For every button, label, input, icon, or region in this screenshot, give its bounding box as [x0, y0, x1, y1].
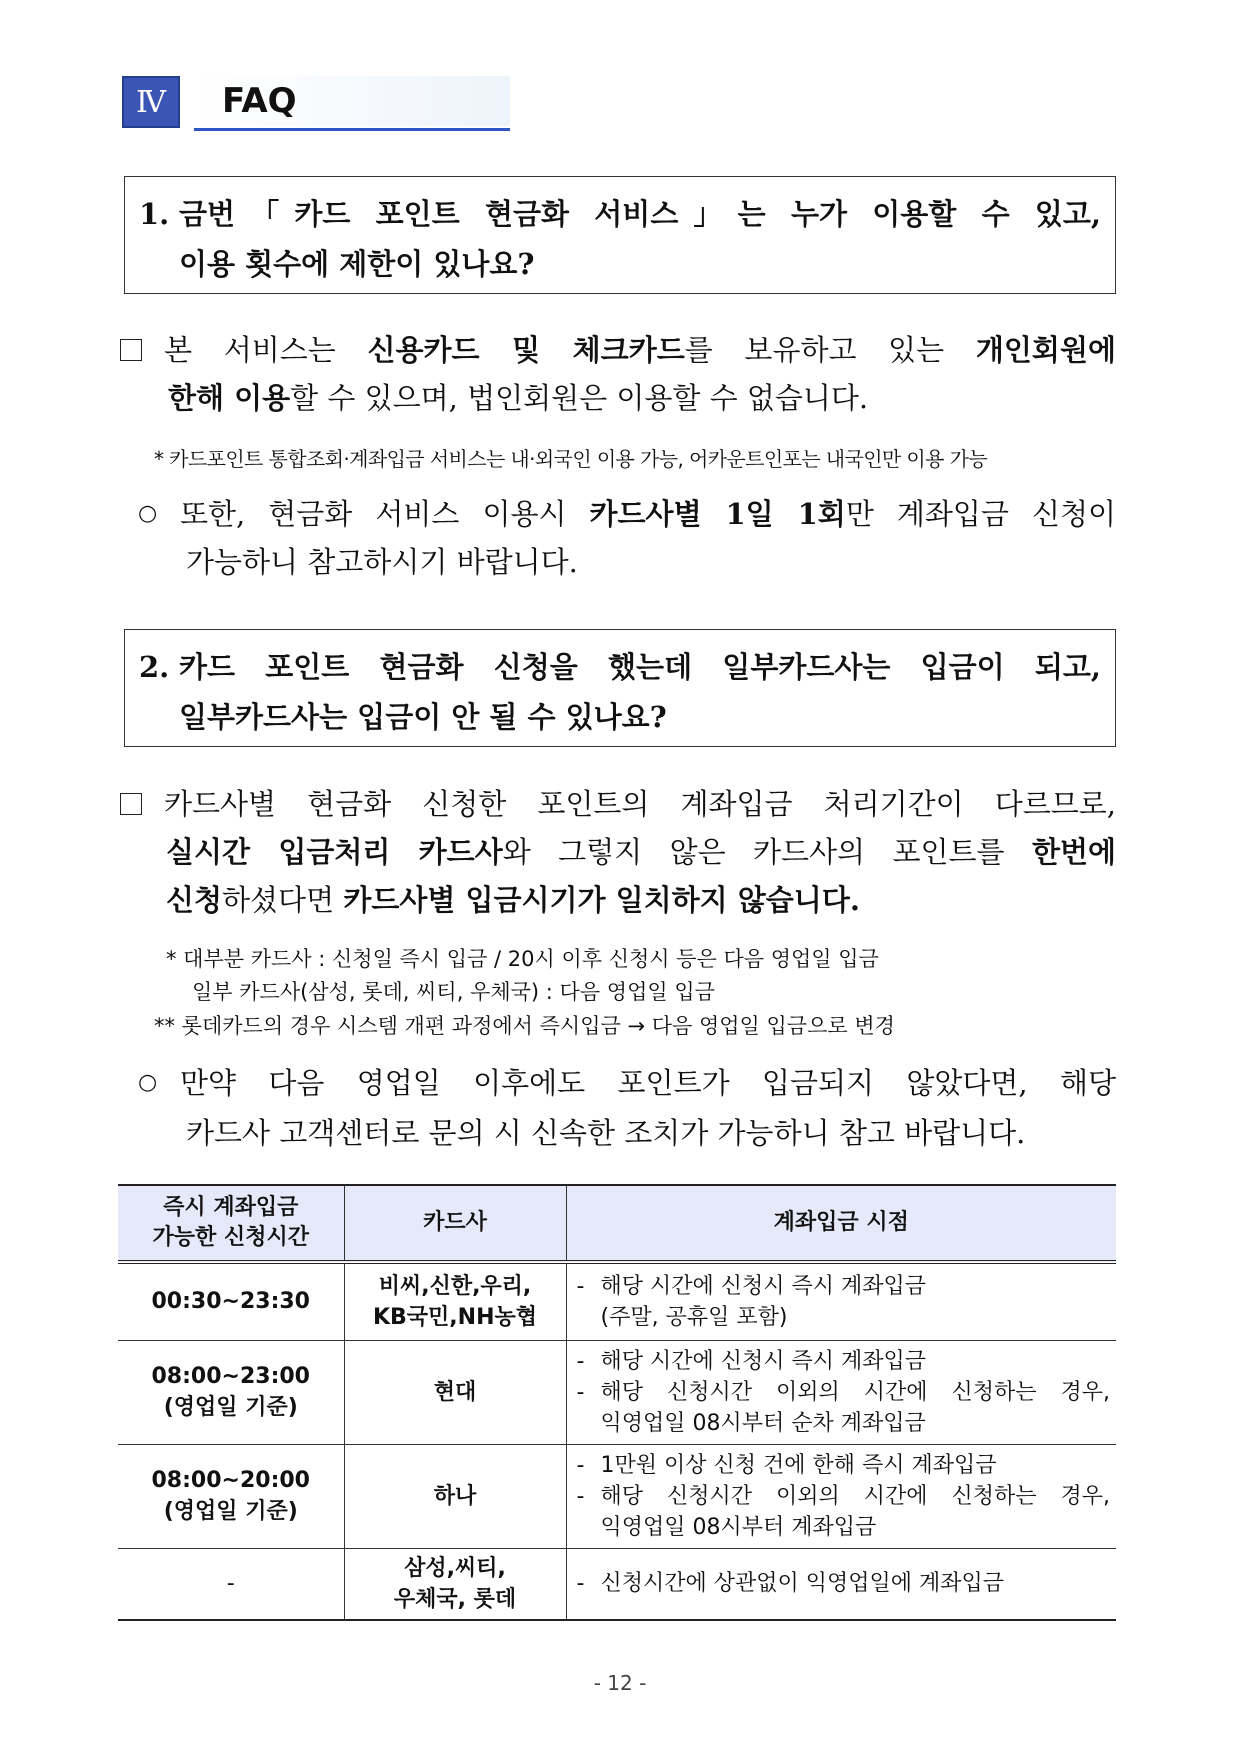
answer-line: 실시간 입금처리 카드사와 그렇지 않은 카드사의 포인트를 한번에	[166, 835, 1116, 869]
section-number: Ⅳ	[122, 76, 180, 128]
answer-line: 카드사 고객센터로 문의 시 신속한 조치가 가능하니 참고 바랍니다.	[186, 1116, 1026, 1150]
question-number: 2.	[139, 650, 170, 684]
answer-1-subparagraph	[138, 490, 1116, 586]
desc-cell: - 해당 시간에 신청시 즉시 계좌입금 (주말, 공휴일 포함)	[566, 1262, 1116, 1340]
card-cell: 하나	[344, 1444, 566, 1548]
section-header	[122, 76, 512, 132]
checkbox-bullet-icon	[120, 339, 142, 361]
section-title: FAQ	[194, 76, 510, 126]
card-cell: 삼성,씨티, 우체국, 롯데	[344, 1548, 566, 1620]
circle-bullet-icon: ○	[138, 1070, 158, 1095]
time-cell: 08:00~20:00 (영업일 기준)	[118, 1444, 344, 1548]
footnote: * 카드포인트 통합조회·계좌입금 서비스는 내·외국인 이용 가능, 어카운트인포는 내국인만 이용 가능	[154, 447, 988, 471]
footnote: ** 롯데카드의 경우 시스템 개편 과정에서 즉시입금 → 다음 영업일 입금으로 변경	[154, 1014, 895, 1038]
question-line: 카드 포인트 현금화 신청을 했는데 일부카드사는 입금이 되고,	[179, 650, 1101, 684]
table-row	[118, 1548, 1116, 1620]
circle-bullet-icon: ○	[138, 501, 158, 526]
answer-line: 카드사별 현금화 신청한 포인트의 계좌입금 처리기간이 다르므로,	[164, 787, 1116, 821]
column-header-deposit-time: 계좌입금 시점	[566, 1185, 1116, 1262]
desc-cell: - 해당 시간에 신청시 즉시 계좌입금 - 해당 신청시간 이외의 시간에 신청하는 경우, 익영업일 08시부터 순차 계좌입금	[566, 1340, 1116, 1444]
question-line: 금번「카드 포인트 현금화 서비스」는 누가 이용할 수 있고,	[179, 197, 1101, 231]
table-row	[118, 1340, 1116, 1444]
answer-line: 가능하니 참고하시기 바랍니다.	[186, 545, 578, 579]
time-cell: 08:00~23:00 (영업일 기준)	[118, 1340, 344, 1444]
table-row	[118, 1444, 1116, 1548]
time-cell: 00:30~23:30	[118, 1262, 344, 1340]
table-row	[118, 1262, 1116, 1340]
desc-cell: - 신청시간에 상관없이 익영업일에 계좌입금	[566, 1548, 1116, 1620]
column-header-time: 즉시 계좌입금 가능한 신청시간	[118, 1185, 344, 1262]
checkbox-bullet-icon	[120, 793, 142, 815]
column-header-card: 카드사	[344, 1185, 566, 1262]
question-line: 이용 횟수에 제한이 있나요?	[179, 247, 535, 281]
question-box-2	[124, 629, 1116, 747]
answer-1-paragraph	[120, 326, 1116, 422]
answer-2-subparagraph	[138, 1058, 1116, 1158]
section-underline	[194, 128, 510, 131]
footnote: * 대부분 카드사 : 신청일 즉시 입금 / 20시 이후 신청시 등은 다음 영업일 입금	[166, 947, 879, 971]
answer-line: 또한, 현금화 서비스 이용시 카드사별 1일 1회만 계좌입금 신청이	[180, 497, 1116, 531]
answer-line: 한해 이용할 수 있으며, 법인회원은 이용할 수 없습니다.	[168, 381, 869, 415]
card-cell: 현대	[344, 1340, 566, 1444]
question-box-1	[124, 176, 1116, 294]
question-number: 1.	[139, 197, 170, 231]
answer-line: 만약 다음 영업일 이후에도 포인트가 입금되지 않았다면, 해당	[180, 1066, 1116, 1100]
page-number: - 12 -	[593, 1671, 647, 1695]
card-cell: 비씨,신한,우리, KB국민,NH농협	[344, 1262, 566, 1340]
time-cell: -	[118, 1548, 344, 1620]
desc-cell: - 1만원 이상 신청 건에 한해 즉시 계좌입금 - 해당 신청시간 이외의 시간에 신청하는 경우, 익영업일 08시부터 계좌입금	[566, 1444, 1116, 1548]
question-line: 일부카드사는 입금이 안 될 수 있나요?	[179, 700, 667, 734]
answer-line: 신청하셨다면 카드사별 입금시기가 일치하지 않습니다.	[166, 883, 860, 917]
answer-line: 본 서비스는 신용카드 및 체크카드를 보유하고 있는 개인회원에	[164, 333, 1116, 367]
footnote: 일부 카드사(삼성, 롯데, 씨티, 우체국) : 다음 영업일 입금	[192, 980, 715, 1004]
deposit-schedule-table	[118, 1184, 1116, 1621]
table-header-row	[118, 1185, 1116, 1262]
answer-2-paragraph	[120, 780, 1116, 924]
